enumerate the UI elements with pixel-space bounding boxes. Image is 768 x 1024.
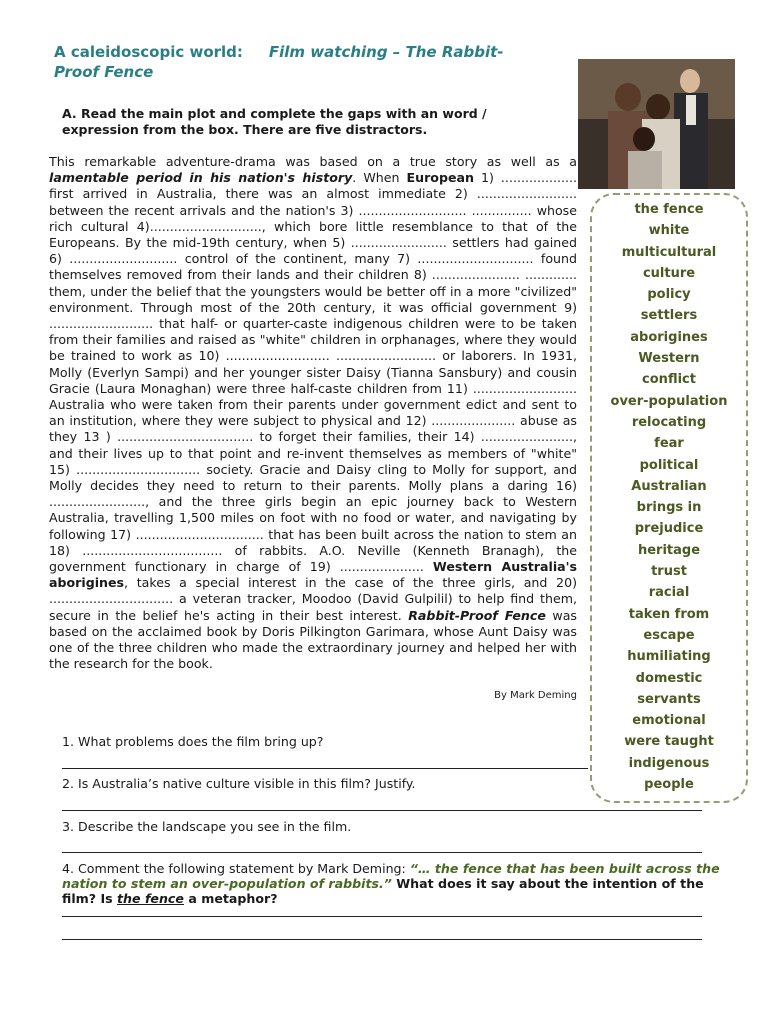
question-1: 1. What problems does the film bring up? [62, 734, 324, 749]
word-box-item: multicultural [621, 244, 717, 260]
question-2: 2. Is Australia’s native culture visible in this film? Justify. [62, 776, 416, 791]
word-box-item: racial [648, 585, 690, 601]
answer-line-2[interactable] [62, 810, 702, 811]
word-box-item: fear [654, 436, 684, 452]
word-box-item: over-population [610, 393, 728, 409]
word-box-item: trust [651, 564, 687, 580]
word-box-item: indigenous [628, 755, 710, 771]
answer-line-4b[interactable] [62, 939, 702, 940]
plot-text: This remarkable adventure-drama was based on a true story as well as a lamentable period in his nation's history. When European 1) ................... first arrived in Australia, there was an almost immediate 2) ......................... between the recent arrivals and the nation's 3) ........................... ............... whose rich cultural 4)............................, which bore little resemblance to that of the Europeans. By the mid-19th century, when 5) ........................ settlers had gained 6) ........................... control of the continent, many 7) ............................. found themselves removed from their lands and their children 8) ...................... ............. them, under the belief that the youngsters would be better off in a more "civilized" environment. Through most of the 20th century, it was official government 9) .......................... that half- or quarter-caste indigenous children were to be taken from their families and raised as "white" children in orphanages, where they would be trained to work as 10) .......................... ......................... or laborers. In 1931, Molly (Everlyn Sampi) and her younger sister Daisy (Tianna Sansbury) and cousin Gracie (Laura Monaghan) were three half-caste children from 11) .......................... Australia who were taken from their parents under government edict and sent to an institution, where they were subject to physical and 12) ..................... abuse as they 13 ) .................................. to forget their families, their 14) ......................., and their lives up to that point and re-invent themselves as members of "white" 15) ............................... society. Gracie and Daisy cling to Molly for support, and Molly decides they need to return to their parents. Molly plans a daring 16) ........................, and the three girls begin an epic journey back to Western Australia, travelling 1,500 miles on foot with no food or water, and navigating by following 17) ................................ that has been built across the nation to stem an 18) ................................... of rabbits. A.O. Neville (Kenneth Branagh), the government functionary in charge of 19) ..................... Western Australia's aborigines, takes a special interest in the case of the three girls, and 20) ............................... a veteran tracker, Moodoo (David Gulpilil) to help find them, secure in the belief he's acting in their best interest. Rabbit-Proof Fence was based on the acclaimed book by Doris Pilkington Garimara, whose Aunt Daisy was one of the three children who made the extraordinary journey and helped her with the research for the book. [49, 154, 577, 672]
word-box-item: white [648, 223, 690, 239]
word-box-item: relocating [631, 414, 707, 430]
word-box-item: brings in [636, 500, 702, 516]
word-box-item: policy [647, 287, 691, 303]
word-box-item: escape [643, 627, 695, 643]
worksheet-title [54, 42, 554, 82]
answer-line-3[interactable] [62, 852, 702, 853]
question-4: 4. Comment the following statement by Mark Deming: “… the fence that has been built across the nation to stem an over-population of rabbits.” What does it say about the intention of the film? Is the fence a metaphor? [62, 861, 720, 906]
title-lead: A caleidoscopic world: [54, 43, 243, 61]
word-box-item: people [644, 777, 694, 793]
word-box-item: the fence [634, 202, 704, 217]
word-box-item: taken from [628, 606, 710, 622]
word-box-item: settlers [640, 308, 698, 324]
word-box-item: humiliating [627, 649, 711, 665]
word-box-item: conflict [642, 372, 696, 388]
byline: By Mark Deming [494, 690, 577, 701]
word-box-item: aborigines [630, 329, 708, 345]
word-box-item: Australian [631, 478, 707, 494]
word-box-item: prejudice [634, 521, 704, 537]
word-box-item: heritage [637, 542, 701, 558]
instructions: A. Read the main plot and complete the gaps with an word / expression from the box. There are five distractors. [62, 106, 487, 137]
answer-line-1[interactable] [62, 768, 588, 769]
question-3: 3. Describe the landscape you see in the film. [62, 819, 352, 834]
title-film-cont: Proof Fence [54, 63, 154, 81]
word-box-item: emotional [632, 713, 706, 729]
word-box-item: political [639, 457, 699, 473]
word-box-item: servants [637, 691, 701, 707]
word-box-item: were taught [624, 734, 714, 750]
word-box-item: Western [638, 351, 700, 367]
word-box-item: culture [642, 265, 696, 281]
film-still-photo [578, 59, 735, 189]
answer-line-4a[interactable] [62, 916, 702, 917]
word-box [594, 199, 744, 795]
word-box-item: domestic [635, 670, 703, 686]
title-film: Film watching – The Rabbit- [268, 43, 504, 61]
